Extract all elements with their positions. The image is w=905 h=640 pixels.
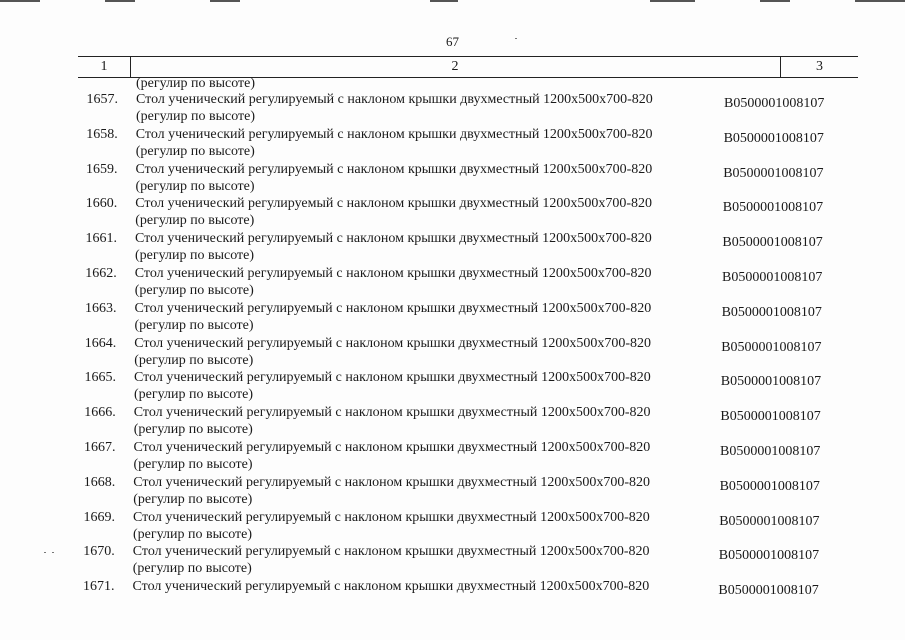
row-name-continuation: (регулир по высоте) bbox=[133, 422, 253, 438]
row-name-continuation: (регулир по высоте) bbox=[132, 561, 252, 577]
row-number: 1663. bbox=[85, 300, 117, 316]
row-name-continuation: (регулир по высоте) bbox=[135, 248, 255, 264]
row-name: Стол ученический регулируемый с наклоном крышки двухместный 1200x500x700-820 bbox=[135, 196, 653, 212]
table-row bbox=[0, 336, 905, 371]
table-row bbox=[0, 475, 905, 510]
row-name: Стол ученический регулируемый с наклоном крышки двухместный 1200x500x700-820 bbox=[133, 440, 651, 455]
row-name-continuation: (регулир по высоте) bbox=[133, 491, 253, 507]
row-code: B0500001008107 bbox=[721, 304, 822, 320]
scan-edge-mark bbox=[760, 0, 790, 2]
row-code: B0500001008107 bbox=[720, 444, 821, 459]
row-number: 1660. bbox=[85, 196, 118, 212]
row-name-continuation: (регулир по высоте) bbox=[135, 213, 255, 229]
scan-edge-mark bbox=[105, 0, 135, 2]
table-row bbox=[0, 196, 905, 231]
scan-edge-mark bbox=[855, 0, 905, 2]
row-number: 1666. bbox=[84, 405, 116, 421]
row-name: Стол ученический регулируемый с наклоном крышки двухместный 1200x500x700-820 bbox=[132, 579, 650, 595]
row-number: 1661. bbox=[85, 231, 117, 247]
header-col-3: 3 bbox=[816, 59, 823, 74]
row-name-continuation: (регулир по высоте) bbox=[134, 387, 254, 403]
row-name-continuation: (регулир по высоте) bbox=[134, 317, 254, 333]
row-name: Стол ученический регулируемый с наклоном крышки двухместный 1200x500x700-820 bbox=[133, 405, 651, 421]
row-code: B0500001008107 bbox=[719, 478, 820, 494]
row-code: B0500001008107 bbox=[718, 583, 819, 599]
row-name-continuation: (регулир по высоте) bbox=[134, 283, 254, 298]
scan-speck bbox=[52, 552, 54, 553]
scan-edge-mark bbox=[650, 0, 695, 2]
row-code: B0500001008107 bbox=[720, 374, 822, 390]
row-code: B0500001008107 bbox=[719, 513, 820, 529]
row-name-continuation: (регулир по высоте) bbox=[136, 109, 256, 124]
row-name-continuation: (регулир по высоте) bbox=[135, 178, 255, 194]
scan-edge-mark bbox=[210, 0, 240, 2]
table-row bbox=[0, 127, 905, 162]
table-header bbox=[78, 56, 858, 78]
row-number: 1670. bbox=[83, 544, 115, 560]
row-code: B0500001008107 bbox=[721, 339, 822, 355]
scan-speck bbox=[44, 552, 46, 553]
continued-line: (регулир по высоте) bbox=[136, 76, 256, 91]
table-row bbox=[0, 510, 905, 545]
header-col-2: 2 bbox=[130, 57, 781, 77]
row-name: Стол ученический регулируемый с наклоном крышки двухместный 1200x500x700-820 bbox=[135, 231, 652, 247]
row-number: 1669. bbox=[83, 509, 115, 525]
row-name: Стол ученический регулируемый с наклоном крышки двухместный 1200x500x700-820 bbox=[132, 544, 650, 560]
row-number: 1662. bbox=[85, 266, 117, 281]
row-name: Стол ученический регулируемый с наклоном крышки двухместный 1200x500x700-820 bbox=[134, 266, 652, 281]
row-code: B0500001008107 bbox=[720, 409, 821, 425]
row-name: Стол ученический регулируемый с наклоном крышки двухместный 1200x500x700-820 bbox=[135, 126, 653, 142]
table-row bbox=[0, 162, 905, 197]
row-number: 1664. bbox=[84, 335, 117, 351]
row-name: Стол ученический регулируемый с наклоном крышки двухместный 1200x500x700-820 bbox=[135, 161, 653, 177]
row-number: 1659. bbox=[86, 161, 118, 177]
table-row bbox=[0, 231, 905, 266]
row-number: 1665. bbox=[84, 370, 116, 386]
table-row bbox=[0, 301, 905, 336]
row-code: B0500001008107 bbox=[722, 270, 823, 285]
header-col-1: 1 bbox=[78, 57, 131, 77]
row-code: B0500001008107 bbox=[724, 96, 825, 111]
row-name: Стол ученический регулируемый с наклоном крышки двухместный 1200x500x700-820 bbox=[134, 335, 652, 351]
row-name-continuation: (регулир по высоте) bbox=[133, 526, 253, 542]
row-code: B0500001008107 bbox=[723, 130, 824, 146]
row-number: 1667. bbox=[84, 440, 116, 455]
table-row bbox=[0, 92, 905, 127]
row-number: 1671. bbox=[83, 579, 115, 595]
row-name: Стол ученический регулируемый с наклоном крышки двухместный 1200x500x700-820 bbox=[133, 474, 651, 490]
scan-edge-mark bbox=[430, 0, 458, 2]
scan-edge-mark bbox=[0, 0, 40, 2]
page-number: 67 bbox=[446, 34, 459, 49]
row-code: B0500001008107 bbox=[723, 165, 824, 181]
row-name: Стол ученический регулируемый с наклоном крышки двухместный 1200x500x700-820 bbox=[134, 300, 652, 316]
row-code: B0500001008107 bbox=[722, 200, 824, 216]
table-row bbox=[0, 370, 905, 405]
table-row bbox=[0, 405, 905, 440]
table-row bbox=[0, 440, 905, 475]
row-name: Стол ученический регулируемый с наклоном крышки двухместный 1200x500x700-820 bbox=[133, 509, 650, 525]
row-code: B0500001008107 bbox=[718, 548, 820, 564]
scan-speck bbox=[515, 38, 517, 39]
row-number: 1657. bbox=[86, 92, 118, 107]
row-number: 1658. bbox=[86, 126, 118, 142]
row-number: 1668. bbox=[83, 474, 116, 490]
row-name-continuation: (регулир по высоте) bbox=[134, 352, 254, 368]
table-row bbox=[0, 544, 905, 579]
table-row bbox=[0, 266, 905, 301]
row-code: B0500001008107 bbox=[722, 235, 823, 251]
row-name-continuation: (регулир по высоте) bbox=[135, 143, 255, 159]
table-row bbox=[0, 579, 905, 614]
row-name: Стол ученический регулируемый с наклоном крышки двухместный 1200x500x700-820 bbox=[134, 370, 651, 386]
row-name-continuation: (регулир по высоте) bbox=[133, 457, 253, 472]
row-name: Стол ученический регулируемый с наклоном крышки двухместный 1200x500x700-820 bbox=[136, 92, 653, 107]
